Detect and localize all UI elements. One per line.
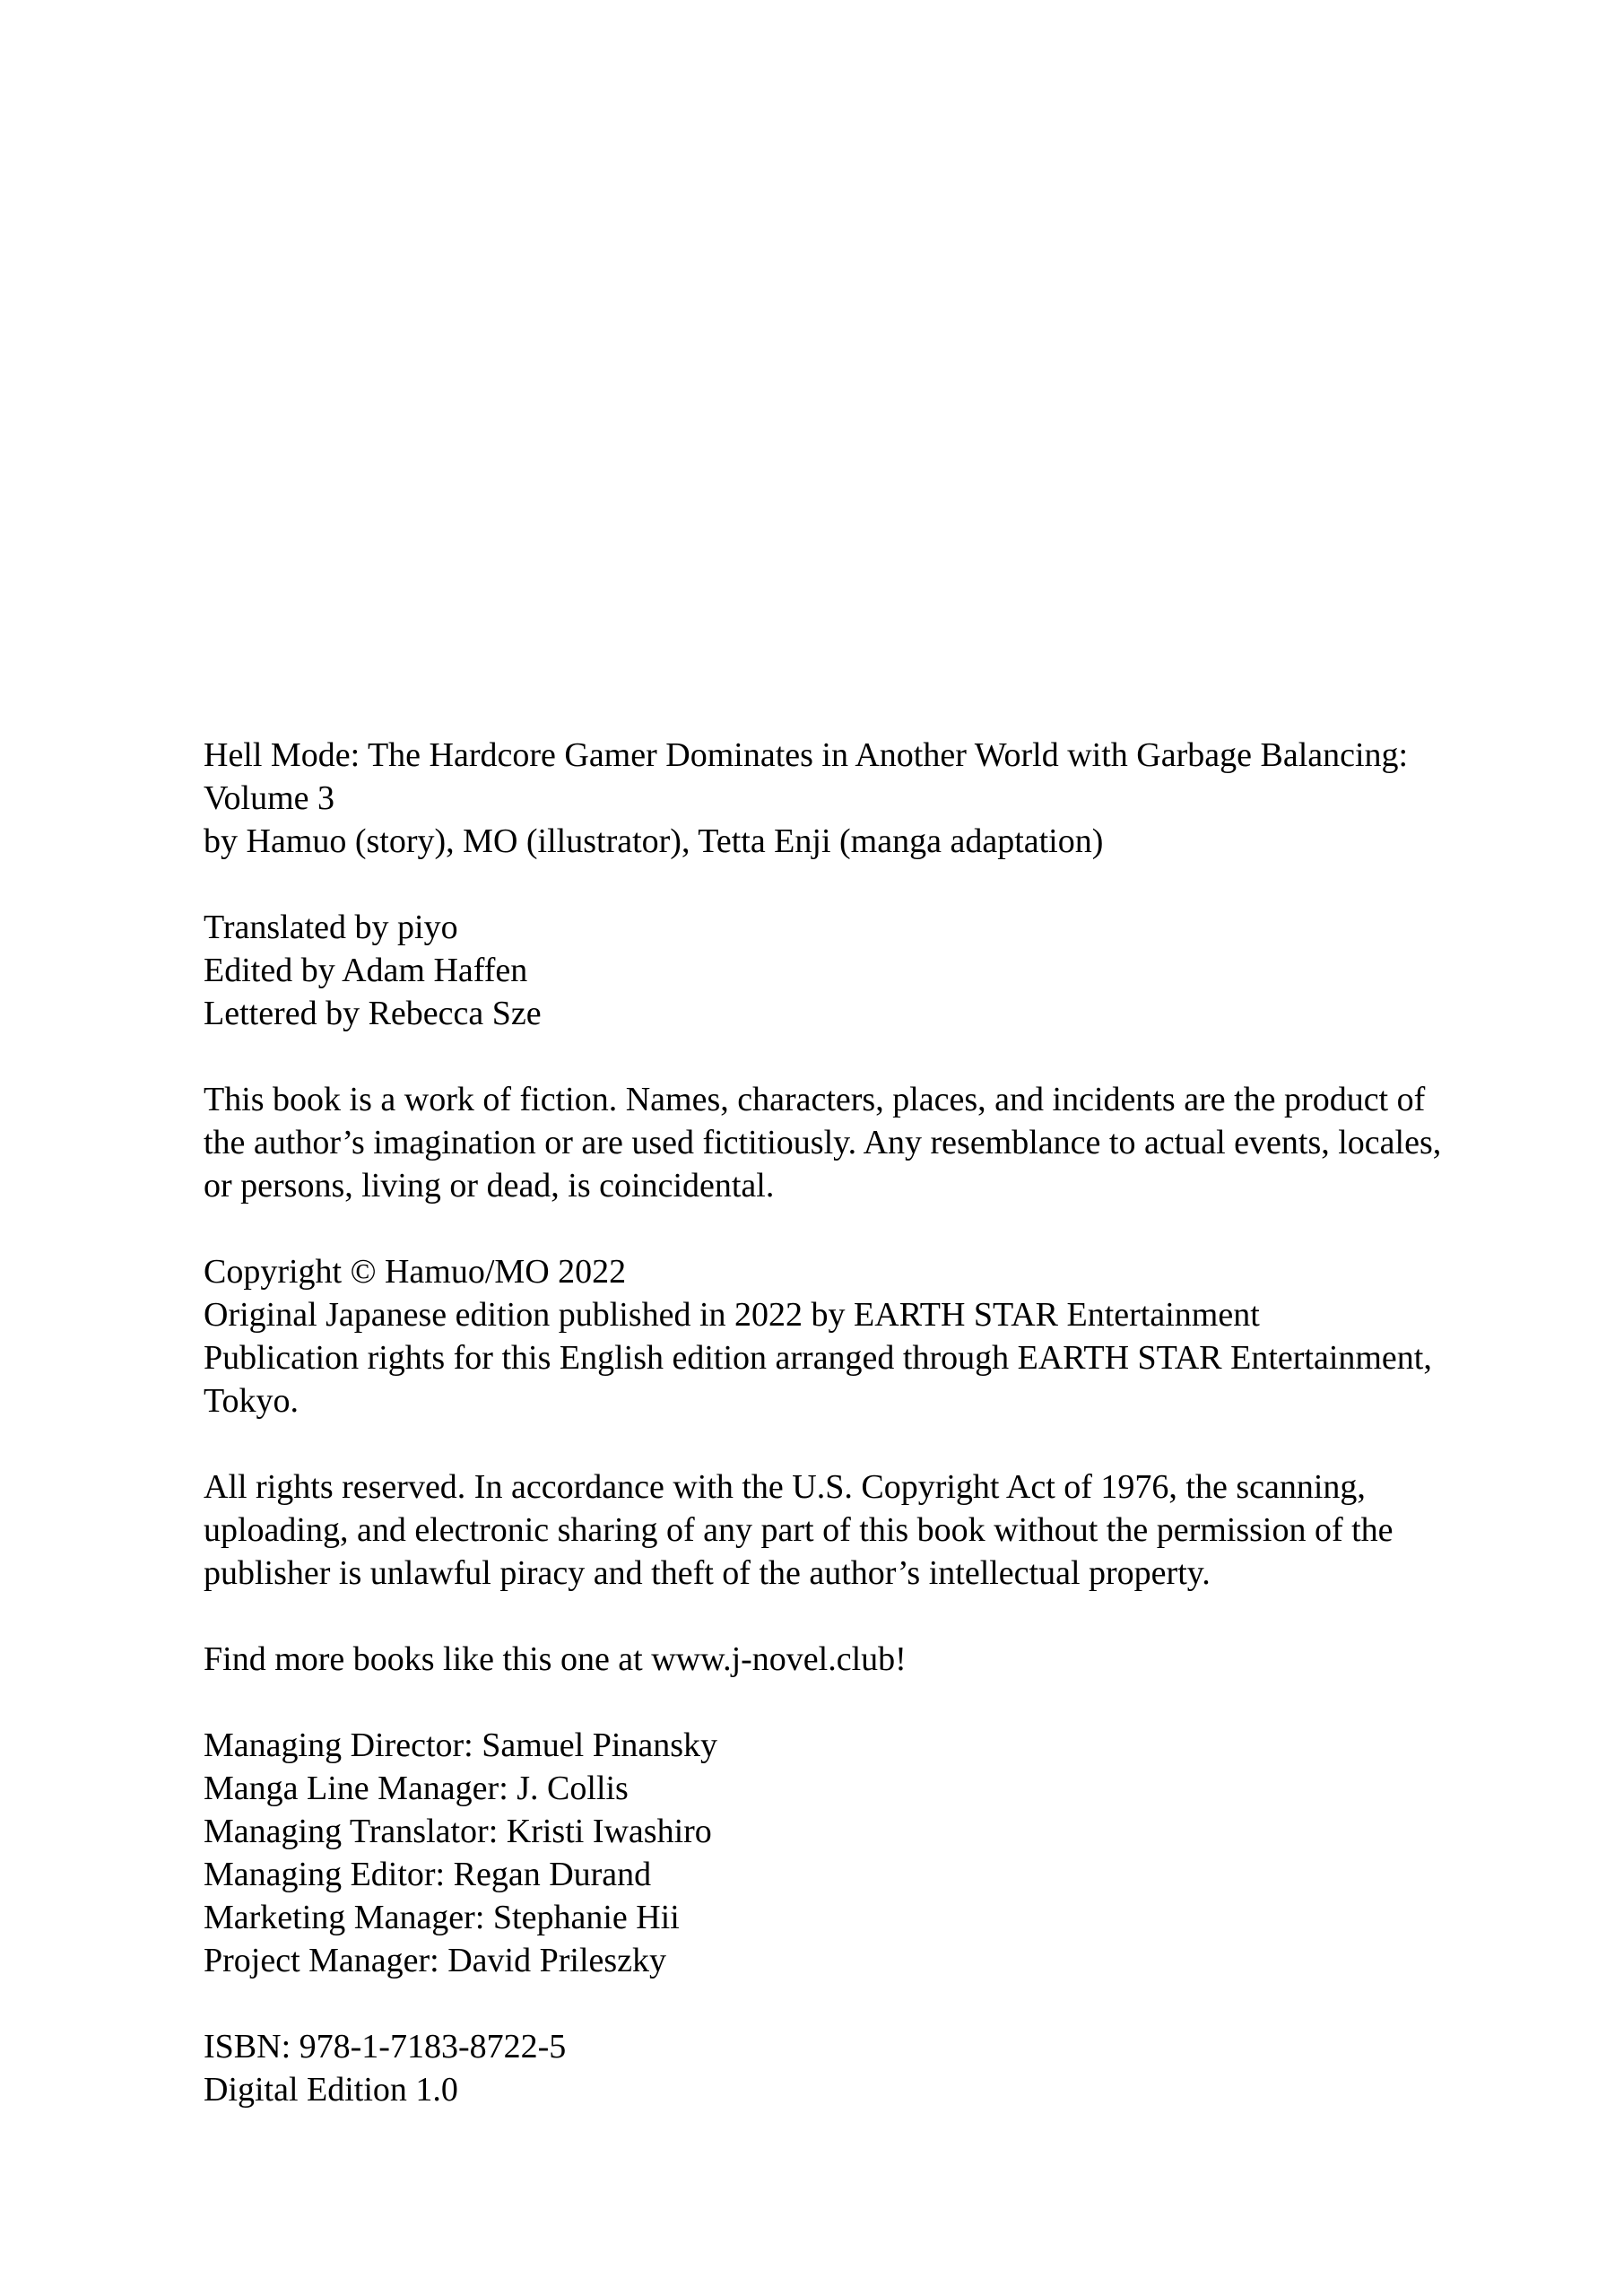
rights-reserved-line-2: uploading, and electronic sharing of any part of this book without the permission of the <box>204 1511 1394 1549</box>
managing-editor-credit: Managing Editor: Regan Durand <box>204 1856 652 1893</box>
rights-reserved-line-1: All rights reserved. In accordance with the U.S. Copyright Act of 1976, the scanning, <box>204 1468 1366 1506</box>
managing-director-credit: Managing Director: Samuel Pinansky <box>204 1726 718 1764</box>
isbn-line: ISBN: 978-1-7183-8722-5 <box>204 2028 567 2066</box>
book-title-line-1: Hell Mode: The Hardcore Gamer Dominates in Another World with Garbage Balancing: <box>204 736 1409 774</box>
original-edition-line: Original Japanese edition published in 2022 by EARTH STAR Entertainment <box>204 1296 1260 1334</box>
fiction-disclaimer-block <box>204 1078 1507 1207</box>
disclaimer-line-3: or persons, living or dead, is coincidental. <box>204 1167 775 1205</box>
copyright-line: Copyright © Hamuo/MO 2022 <box>204 1253 627 1291</box>
promo-block <box>204 1638 1507 1681</box>
localization-credits-block <box>204 906 1507 1035</box>
project-manager-credit: Project Manager: David Prileszky <box>204 1942 667 1979</box>
rights-reserved-block <box>204 1465 1507 1595</box>
disclaimer-line-2: the author’s imagination or are used fictitiously. Any resemblance to actual events, locales, <box>204 1124 1442 1161</box>
staff-credits-block <box>204 1724 1507 1982</box>
title-block <box>204 734 1507 863</box>
find-more-books-line: Find more books like this one at www.j-novel.club! <box>204 1640 907 1678</box>
rights-reserved-line-3: publisher is unlawful piracy and theft of the author’s intellectual property. <box>204 1554 1211 1592</box>
letterer-credit: Lettered by Rebecca Sze <box>204 995 542 1032</box>
editor-credit: Edited by Adam Haffen <box>204 952 528 989</box>
colophon-text-block <box>204 734 1507 2154</box>
manga-line-manager-credit: Manga Line Manager: J. Collis <box>204 1770 629 1807</box>
managing-translator-credit: Managing Translator: Kristi Iwashiro <box>204 1813 712 1850</box>
copyright-notice-block <box>204 1250 1507 1422</box>
byline: by Hamuo (story), MO (illustrator), Tetta Enji (manga adaptation) <box>204 822 1104 860</box>
disclaimer-line-1: This book is a work of fiction. Names, characters, places, and incidents are the product of <box>204 1081 1426 1118</box>
translator-credit: Translated by piyo <box>204 909 458 946</box>
edition-info-block <box>204 2025 1507 2111</box>
marketing-manager-credit: Marketing Manager: Stephanie Hii <box>204 1899 680 1936</box>
publication-rights-line-2: Tokyo. <box>204 1382 300 1420</box>
publication-rights-line-1: Publication rights for this English edition arranged through EARTH STAR Entertainment, <box>204 1339 1432 1377</box>
book-title-line-2-volume: Volume 3 <box>204 779 335 817</box>
digital-edition-line: Digital Edition 1.0 <box>204 2071 458 2109</box>
